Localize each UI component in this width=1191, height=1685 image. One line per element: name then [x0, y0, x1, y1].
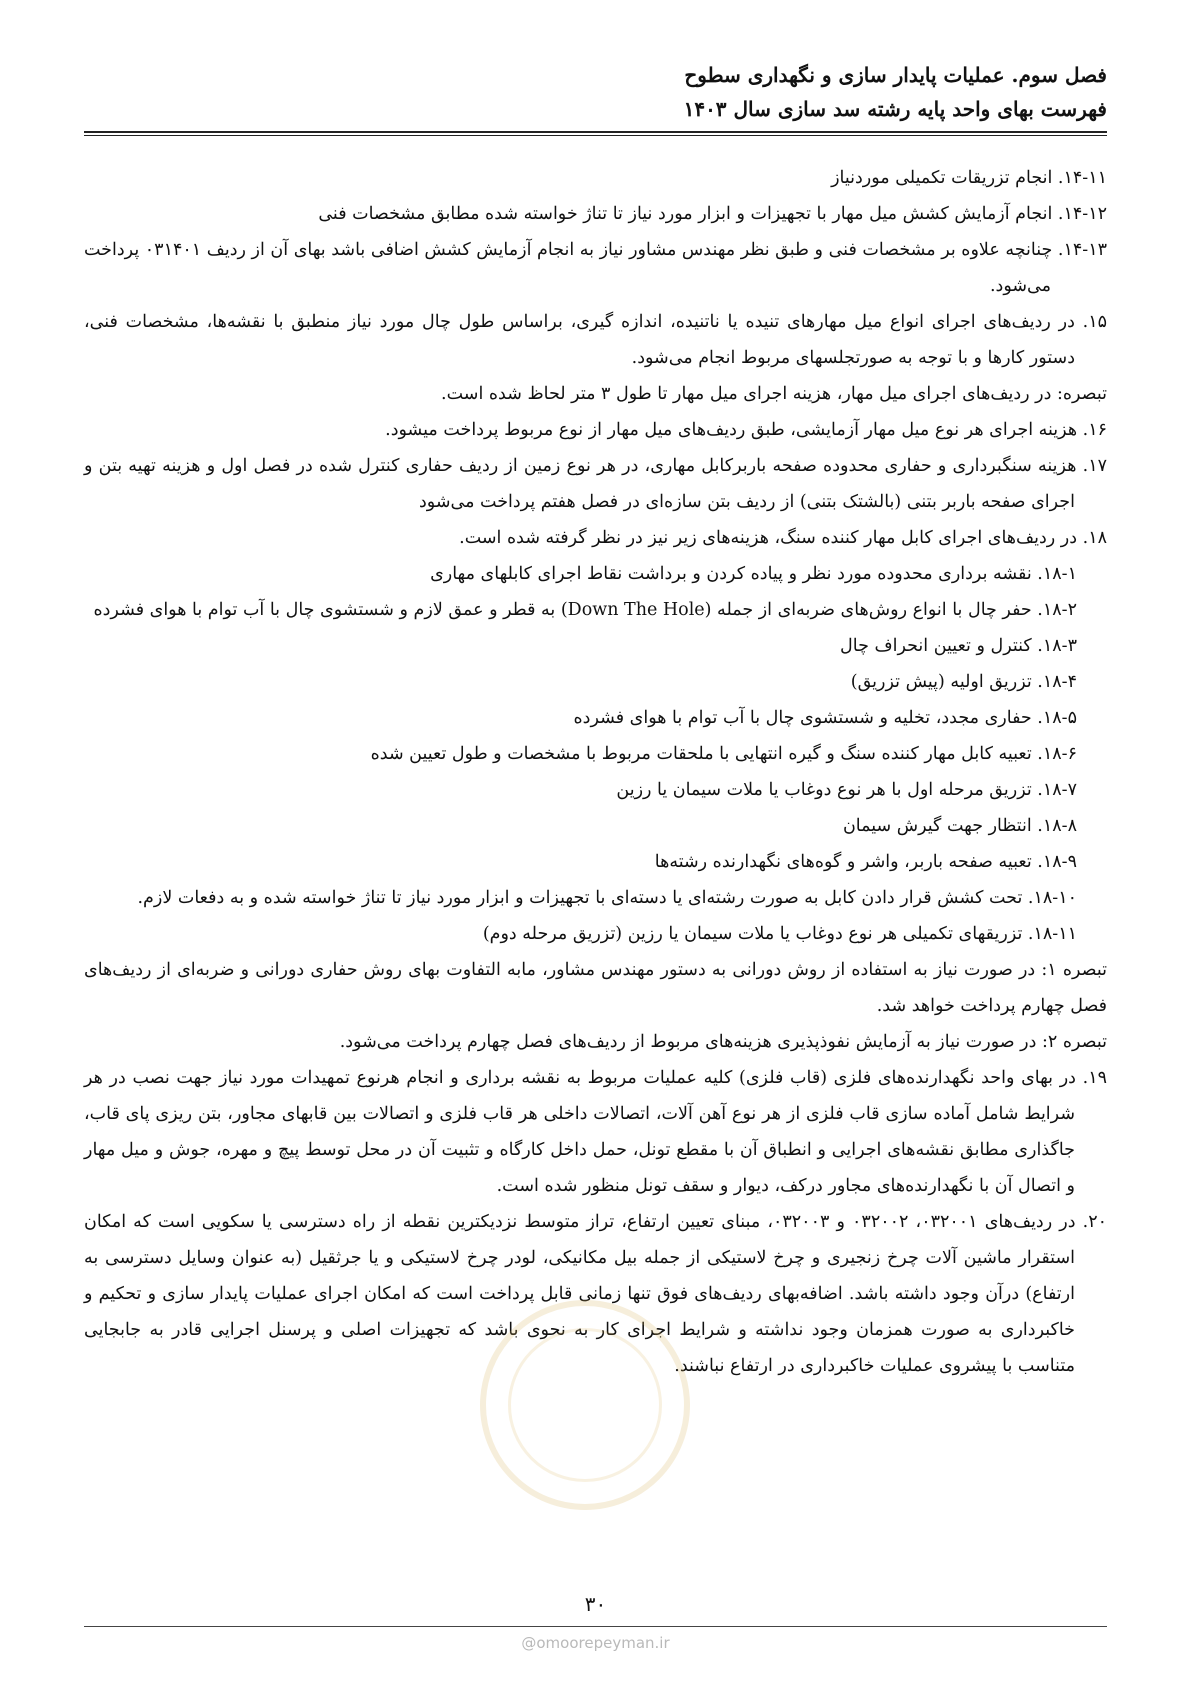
item-18-3: ۱۸-۳. کنترل و تعیین انحراف چال — [840, 636, 1077, 656]
seal-watermark-icon — [480, 1300, 690, 1510]
item-18-1: ۱۸-۱. نقشه برداری محدوده مورد نظر و پیاده کردن و برداشت نقاط اجرای کابلهای مهاری — [430, 564, 1077, 584]
item-16: ۱۶. هزینه اجرای هر نوع میل مهار آزمایشی، طبق ردیف‌های میل مهار از نوع مربوط پرداخت میشود. — [385, 420, 1107, 440]
footer-rule — [84, 1626, 1107, 1627]
note-15: تبصره: در ردیف‌های اجرای میل مهار، هزینه اجرای میل مهار تا طول ۳ متر لحاظ شده است. — [441, 384, 1107, 404]
item-15: ۱۵. در ردیف‌های اجرای انواع میل مهارهای تنیده یا ناتنیده، اندازه گیری، براساس طول چال مورد نیاز منطبق با نقشه‌ها، مشخصات فنی، دستور کارها و با توجه به صورتجلسهای مربوط انجام می‌شود. — [84, 312, 1107, 368]
item-18-7: ۱۸-۷. تزریق مرحله اول با هر نوع دوغاب یا ملات سیمان یا رزین — [616, 780, 1077, 800]
item-14-13: ۱۴-۱۳. چنانچه علاوه بر مشخصات فنی و طبق نظر مهندس مشاور نیاز به انجام آزمایش کشش اضافی باشد بهای آن از ردیف ۰۳۱۴۰۱ پرداخت می‌شود. — [84, 240, 1107, 296]
header-rule-thick — [84, 131, 1107, 133]
item-19: ۱۹. در بهای واحد نگهدارنده‌های فلزی (قاب فلزی) کلیه عملیات مربوط به نقشه برداری و انجام هرنوع تمهیدات مورد نیاز جهت نصب در هر شرایط شامل آماده سازی قاب فلزی از هر نوع آهن آلات، اتصالات داخلی هر قاب فلزی و اتصالات بین قابهای مجاور، بتن ریزی پای قاب، جاگذاری مطابق نقشه‌های اجرایی و انطباق آن با مقطع تونل، حمل داخل کارگاه و تثبیت آن در محل توسط پیچ و مهره، جوش و میل مهار و اتصال آن با نگهدارنده‌های مجاور درکف، دیوار و سقف تونل منظور شده است. — [84, 1068, 1107, 1196]
item-18: ۱۸. در ردیف‌های اجرای کابل مهار کننده سنگ، هزینه‌های زیر نیز در نظر گرفته شده است. — [459, 528, 1107, 548]
item-14-11: ۱۴-۱۱. انجام تزریقات تکمیلی موردنیاز — [831, 168, 1107, 188]
item-14-12: ۱۴-۱۲. انجام آزمایش کشش میل مهار با تجهیزات و ابزار مورد نیاز تا تناژ خواسته شده مطابق مشخصات فنی — [318, 204, 1107, 224]
header-rule-thin — [84, 135, 1107, 136]
note-1: تبصره ۱: در صورت نیاز به استفاده از روش دورانی به دستور مهندس مشاور، مابه التفاوت بهای روش حفاری دورانی و ضربه‌ای از ردیف‌های فصل چهارم پرداخت خواهد شد. — [84, 960, 1107, 1016]
page-header — [684, 58, 1107, 126]
page-number: ۳۰ — [584, 1592, 607, 1616]
note-2: تبصره ۲: در صورت نیاز به آزمایش نفوذپذیری هزینه‌های مربوط از ردیف‌های فصل چهارم پرداخت می‌شود. — [339, 1032, 1107, 1052]
item-18-9: ۱۸-۹. تعبیه صفحه باربر، واشر و گوه‌های نگهدارنده رشته‌ها — [654, 852, 1077, 872]
item-17: ۱۷. هزینه سنگبرداری و حفاری محدوده صفحه باربرکابل مهاری، در هر نوع زمین از ردیف حفاری کنترل شده در فصل اول و هزینه تهیه بتن و اجرای صفحه باربر بتنی (بالشتک بتنی) از ردیف بتن سازه‌ای در فصل هفتم پرداخت می‌شود — [84, 456, 1107, 512]
item-18-6: ۱۸-۶. تعبیه کابل مهار کننده سنگ و گیره انتهایی با ملحقات مربوط با مشخصات و طول تعیین شده — [370, 744, 1077, 764]
item-18-2: ۱۸-۲. حفر چال با انواع روش‌های ضربه‌ای از جمله (Down The Hole) به قطر و عمق لازم و شستشوی چال با آب توام با هوای فشرده — [93, 600, 1077, 620]
header-document-title: فهرست بهای واحد پایه رشته سد سازی سال ۱۴۰۳ — [683, 97, 1107, 121]
item-18-4: ۱۸-۴. تزریق اولیه (پیش تزریق) — [850, 672, 1077, 692]
item-20: ۲۰. در ردیف‌های ۰۳۲۰۰۱، ۰۳۲۰۰۲ و ۰۳۲۰۰۳، مبنای تعیین ارتفاع، تراز متوسط نزدیکترین نقطه از راه دسترسی یا سکویی است که امکان استقرار ماشین آلات چرخ زنجیری و چرخ لاستیکی از جمله بیل مکانیکی، لودر چرخ لاستیکی و یا جرثقیل (به عنوان وسایل دسترسی به ارتفاع) درآن وجود داشته باشد. اضافه‌بهای ردیف‌های فوق تنها زمانی قابل پرداخت است که امکان اجرای عملیات پایدار سازی و تحکیم و خاکبرداری به صورت همزمان وجود نداشته و شرایط اجرای کار به نحوی باشد که تجهیزات اصلی و پرسنل اجرایی قادر به جابجایی متناسب با پیشروی عملیات خاکبرداری در ارتفاع نباشند. — [84, 1212, 1107, 1376]
item-18-11: ۱۸-۱۱. تزریقهای تکمیلی هر نوع دوغاب یا ملات سیمان یا رزین (تزریق مرحله دوم) — [482, 924, 1077, 944]
item-18-8: ۱۸-۸. انتظار جهت گیرش سیمان — [842, 816, 1077, 836]
body-text — [84, 160, 1107, 1384]
item-18-10: ۱۸-۱۰. تحت کشش قرار دادن کابل به صورت رشته‌ای یا دسته‌ای با تجهیزات و ابزار مورد نیاز تا تناژ خواسته شده و به دفعات لازم. — [137, 888, 1077, 908]
site-watermark: @omoorepeyman.ir — [521, 1634, 670, 1652]
item-18-5: ۱۸-۵. حفاری مجدد، تخلیه و شستشوی چال با آب توام با هوای فشرده — [573, 708, 1077, 728]
header-chapter-title: فصل سوم. عملیات پایدار سازی و نگهداری سطوح — [684, 63, 1107, 87]
